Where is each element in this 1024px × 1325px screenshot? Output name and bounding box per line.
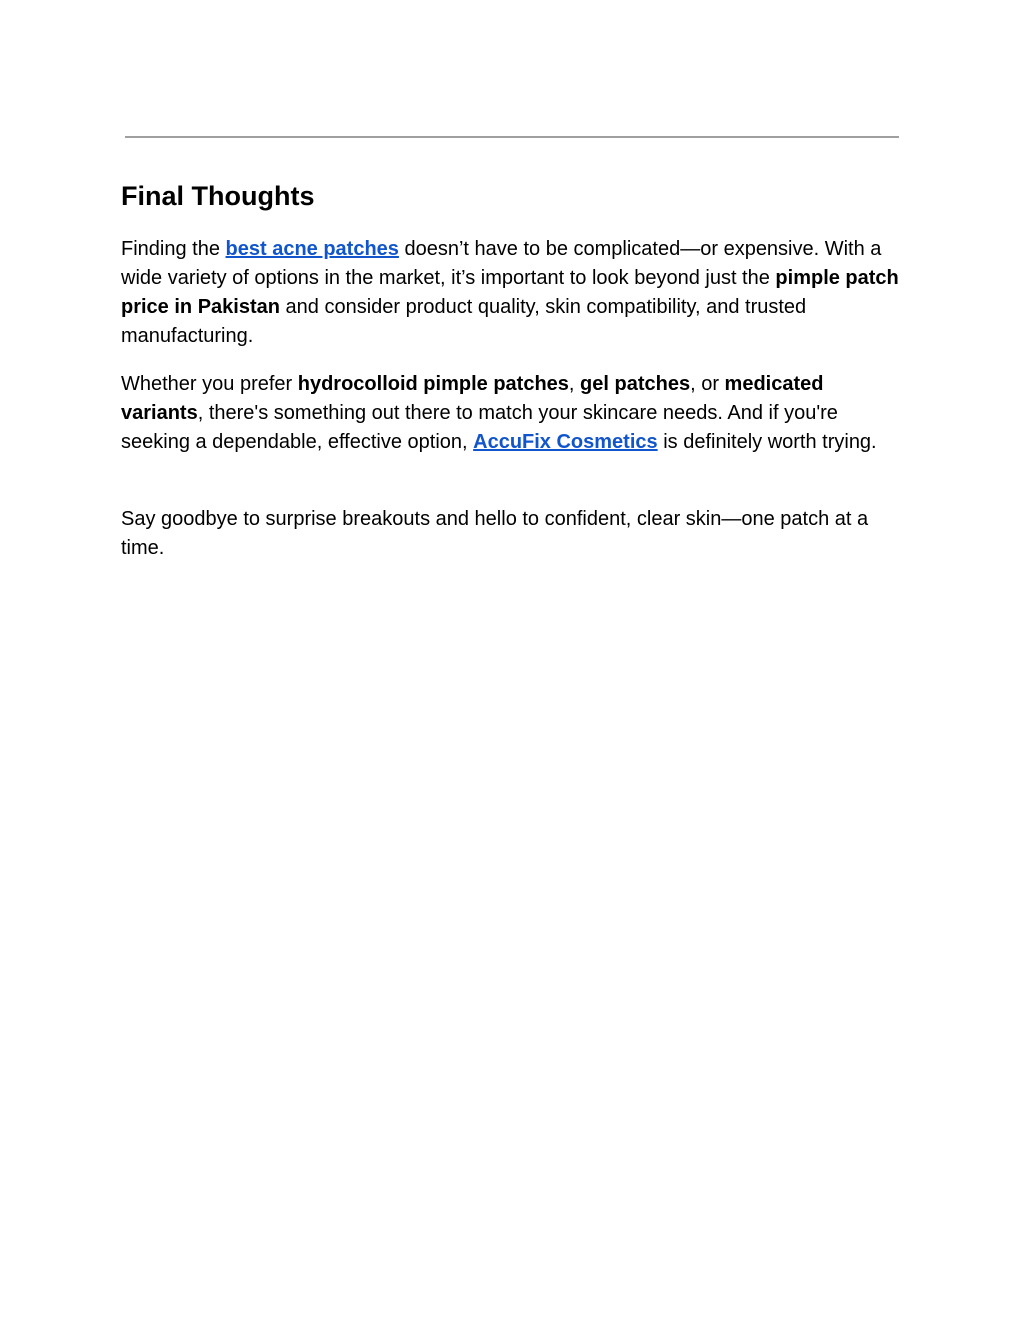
section-divider xyxy=(125,136,899,138)
paragraph-intro xyxy=(121,235,901,351)
bold-price-phrase: pimple patch price in Pakistan xyxy=(121,267,899,318)
text-run: Finding the xyxy=(121,238,226,260)
text-run: doesn’t have to be complicated—or expensive. With a wide variety of options in the market, it’s important to look beyond just the xyxy=(121,238,882,289)
text-run: , there's something out there to match your skincare needs. And if you're seeking a dependable, effective option, xyxy=(121,402,838,453)
section-title: Final Thoughts xyxy=(121,181,315,211)
paragraph-closing: Say goodbye to surprise breakouts and hello to confident, clear skin—one patch at a time. xyxy=(121,508,869,559)
best-acne-patches-link[interactable]: best acne patches xyxy=(225,238,399,260)
text-run: , xyxy=(568,373,581,395)
text-run: , or xyxy=(690,373,725,395)
paragraph-options xyxy=(121,370,901,457)
text-run: is definitely worth trying. xyxy=(657,431,877,453)
bold-medicated-variants: medicated variants xyxy=(121,373,824,424)
accufix-cosmetics-link[interactable]: AccuFix Cosmetics xyxy=(473,431,658,453)
text-run: Whether you prefer xyxy=(121,373,298,395)
bold-hydrocolloid: hydrocolloid pimple patches xyxy=(297,373,569,395)
text-run: and consider product quality, skin compatibility, and trusted manufacturing. xyxy=(121,296,807,347)
bold-gel-patches: gel patches xyxy=(580,373,691,395)
